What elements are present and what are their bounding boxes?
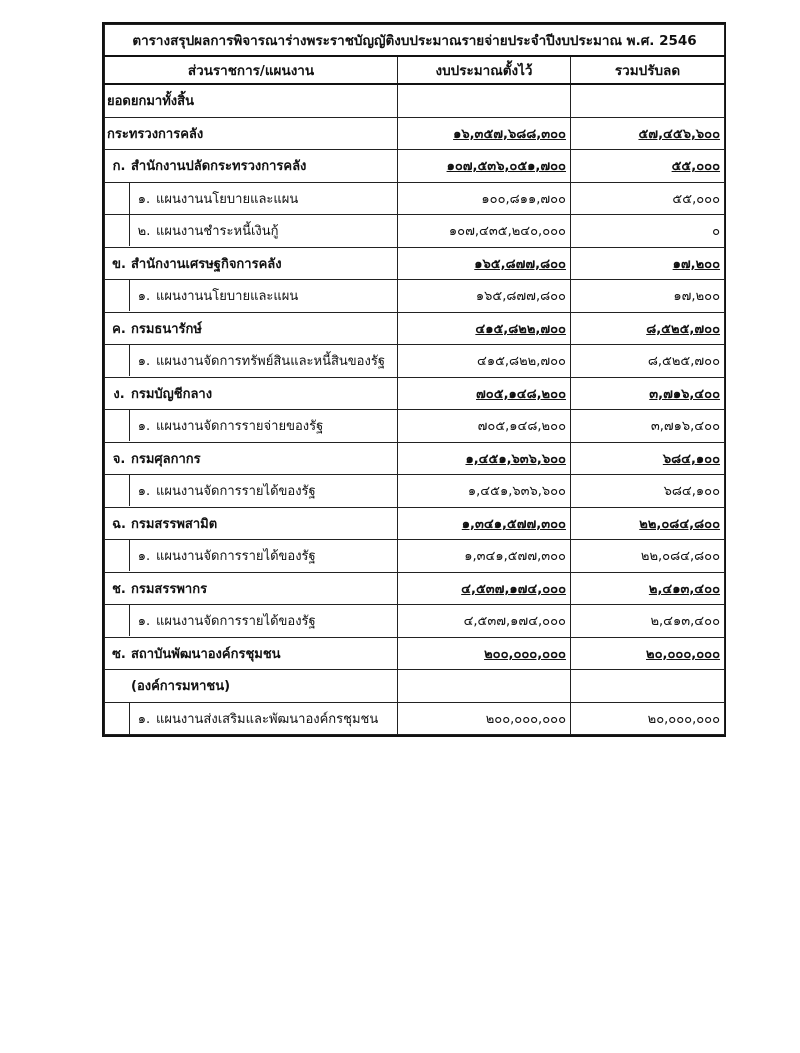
row-prefix: จ. <box>112 451 126 467</box>
table-row <box>105 605 725 638</box>
row-prefix: ข. <box>112 256 126 272</box>
row-cut-value: ๑๗,๒๐๐ <box>673 289 721 305</box>
row-budget-cell <box>398 637 571 670</box>
row-cut-value: ๘,๕๒๕,๗๐๐ <box>647 354 721 370</box>
row-cut-value: ๕๗,๔๕๖,๖๐๐ <box>638 126 721 142</box>
row-cut-cell <box>571 507 725 540</box>
row-label: แผนงานจัดการรายได้ของรัฐ <box>156 484 316 500</box>
indent-divider <box>107 345 130 376</box>
row-label-cell <box>105 507 398 540</box>
row-budget-value: ๑๖๕,๘๗๗,๘๐๐ <box>474 256 566 272</box>
row-label: กรมศุลกากร <box>131 451 201 467</box>
table-row <box>105 247 725 280</box>
table-row <box>105 280 725 313</box>
row-label: ยอดยกมาทั้งสิ้น <box>107 94 194 110</box>
row-cut-cell <box>571 410 725 443</box>
row-cut-value: ๒๐,๐๐๐,๐๐๐ <box>646 646 721 662</box>
row-cut-cell <box>571 117 725 150</box>
row-budget-value: ๔,๕๓๗,๑๗๔,๐๐๐ <box>461 581 566 597</box>
row-budget-cell <box>398 345 571 378</box>
row-budget-value: ๔,๕๓๗,๑๗๔,๐๐๐ <box>463 614 566 630</box>
row-label-cell <box>105 117 398 150</box>
row-prefix: ๑. <box>137 711 151 727</box>
row-budget-cell <box>398 377 571 410</box>
indent-divider <box>107 605 130 636</box>
row-budget-cell <box>398 117 571 150</box>
row-cut-value: ๐ <box>712 224 721 240</box>
table-row <box>105 312 725 345</box>
row-budget-cell <box>398 150 571 183</box>
header-unit: ส่วนราชการ/แผนงาน <box>105 56 398 84</box>
row-budget-cell <box>398 182 571 215</box>
row-label: กระทรวงการคลัง <box>107 126 204 142</box>
row-cut-cell <box>571 150 725 183</box>
row-label: แผนงานชำระหนี้เงินกู้ <box>156 224 279 240</box>
row-prefix: ๑. <box>137 484 151 500</box>
row-budget-cell <box>398 247 571 280</box>
row-cut-value: ๒๒,๐๘๔,๘๐๐ <box>639 516 721 532</box>
row-prefix: ฉ. <box>112 516 126 532</box>
row-budget-value: ๔๑๕,๘๒๒,๗๐๐ <box>476 354 566 370</box>
indent-divider <box>107 280 130 311</box>
row-budget-value: ๒๐๐,๐๐๐,๐๐๐ <box>484 646 566 662</box>
row-label-cell <box>105 442 398 475</box>
row-label-cell <box>105 670 398 703</box>
row-budget-cell <box>398 84 571 117</box>
row-label-cell <box>105 84 398 117</box>
row-cut-cell <box>571 702 725 735</box>
row-prefix: ๑. <box>137 289 151 305</box>
table-row <box>105 377 725 410</box>
row-cut-value: ๒๒,๐๘๔,๘๐๐ <box>640 549 721 565</box>
row-budget-value: ๗๐๕,๑๔๘,๒๐๐ <box>477 419 566 435</box>
row-label-cell <box>105 345 398 378</box>
table-row <box>105 540 725 573</box>
row-label: (องค์การมหาชน) <box>131 679 231 695</box>
row-budget-cell <box>398 702 571 735</box>
row-prefix: ๒. <box>137 224 151 240</box>
row-label: สำนักงานปลัดกระทรวงการคลัง <box>131 159 307 175</box>
indent-divider <box>107 703 130 734</box>
header-budget: งบประมาณตั้งไว้ <box>398 56 571 84</box>
table-row <box>105 84 725 117</box>
row-budget-cell <box>398 475 571 508</box>
row-cut-value: ๖๘๔,๑๐๐ <box>662 451 721 467</box>
row-label-cell <box>105 702 398 735</box>
row-label: กรมสรรพสามิต <box>131 516 218 532</box>
row-label: สถาบันพัฒนาองค์กรชุมชน <box>131 646 281 662</box>
row-prefix: ง. <box>113 386 125 402</box>
row-label-cell <box>105 280 398 313</box>
row-cut-value: ๖๘๔,๑๐๐ <box>663 484 721 500</box>
row-label-cell <box>105 150 398 183</box>
row-label-cell <box>105 215 398 248</box>
row-budget-value: ๑,๓๔๑,๕๗๗,๓๐๐ <box>461 516 566 532</box>
row-cut-value: ๓,๗๑๖,๔๐๐ <box>649 386 721 402</box>
row-cut-value: ๒๐,๐๐๐,๐๐๐ <box>647 711 721 727</box>
row-cut-cell <box>571 182 725 215</box>
table-row <box>105 117 725 150</box>
row-label: แผนงานจัดการรายจ่ายของรัฐ <box>156 419 324 435</box>
row-label-cell <box>105 312 398 345</box>
table-row <box>105 572 725 605</box>
row-budget-value: ๔๑๕,๘๒๒,๗๐๐ <box>475 321 566 337</box>
row-budget-value: ๑๐๗,๔๓๕,๒๔๐,๐๐๐ <box>448 224 566 240</box>
row-label-cell <box>105 540 398 573</box>
header-cut: รวมปรับลด <box>571 56 725 84</box>
row-budget-value: ๑,๓๔๑,๕๗๗,๓๐๐ <box>464 549 566 565</box>
row-cut-cell <box>571 312 725 345</box>
table-row <box>105 150 725 183</box>
indent-divider <box>107 183 130 214</box>
row-cut-value: ๒,๔๑๓,๔๐๐ <box>648 581 721 597</box>
row-cut-cell <box>571 475 725 508</box>
indent-divider <box>107 410 130 441</box>
row-budget-cell <box>398 540 571 573</box>
row-budget-value: ๑,๔๕๑,๖๓๖,๖๐๐ <box>467 484 566 500</box>
row-label: กรมบัญชีกลาง <box>131 386 213 402</box>
row-budget-cell <box>398 670 571 703</box>
table-row <box>105 507 725 540</box>
row-cut-value: ๑๗,๒๐๐ <box>672 256 721 272</box>
row-label-cell <box>105 572 398 605</box>
row-prefix: ๑. <box>137 419 151 435</box>
row-label: กรมสรรพากร <box>131 581 208 597</box>
row-label-cell <box>105 605 398 638</box>
row-label: แผนงานจัดการรายได้ของรัฐ <box>156 549 316 565</box>
indent-divider <box>107 540 130 571</box>
row-label: แผนงานจัดการรายได้ของรัฐ <box>156 614 316 630</box>
row-budget-cell <box>398 507 571 540</box>
row-label-cell <box>105 475 398 508</box>
row-budget-value: ๑๐๗,๕๓๖,๐๕๑,๗๐๐ <box>446 159 566 175</box>
row-budget-cell <box>398 410 571 443</box>
table-row <box>105 702 725 735</box>
row-label: แผนงานส่งเสริมและพัฒนาองค์กรชุมชน <box>156 711 379 727</box>
row-prefix: ค. <box>112 321 126 337</box>
row-budget-value: ๑,๔๕๑,๖๓๖,๖๐๐ <box>465 451 566 467</box>
row-label: แผนงานจัดการทรัพย์สินและหนี้สินของรัฐ <box>156 354 385 370</box>
table-row <box>105 475 725 508</box>
row-cut-cell <box>571 572 725 605</box>
row-prefix: ๑. <box>137 549 151 565</box>
row-prefix: ๑. <box>137 354 151 370</box>
table-row <box>105 442 725 475</box>
row-cut-cell <box>571 540 725 573</box>
row-cut-cell <box>571 670 725 703</box>
row-label-cell <box>105 377 398 410</box>
row-label: แผนงานนโยบายและแผน <box>156 191 299 207</box>
row-label-cell <box>105 182 398 215</box>
row-budget-value: ๒๐๐,๐๐๐,๐๐๐ <box>485 711 566 727</box>
row-prefix: ก. <box>112 159 126 175</box>
row-cut-cell <box>571 605 725 638</box>
row-cut-cell <box>571 345 725 378</box>
row-label-cell <box>105 247 398 280</box>
row-cut-cell <box>571 84 725 117</box>
row-budget-cell <box>398 442 571 475</box>
row-label-cell <box>105 410 398 443</box>
row-cut-cell <box>571 442 725 475</box>
row-cut-value: ๕๕,๐๐๐ <box>671 159 721 175</box>
row-cut-value: ๓,๗๑๖,๔๐๐ <box>650 419 721 435</box>
row-cut-cell <box>571 377 725 410</box>
indent-divider <box>107 215 130 246</box>
table-row <box>105 637 725 670</box>
budget-summary-table <box>102 22 726 737</box>
row-label: แผนงานนโยบายและแผน <box>156 289 299 305</box>
row-budget-cell <box>398 605 571 638</box>
row-cut-value: ๕๕,๐๐๐ <box>672 191 721 207</box>
row-budget-cell <box>398 572 571 605</box>
table-row <box>105 215 725 248</box>
row-budget-value: ๑๖๕,๘๗๗,๘๐๐ <box>475 289 566 305</box>
row-label: สำนักงานเศรษฐกิจการคลัง <box>131 256 282 272</box>
row-cut-cell <box>571 247 725 280</box>
table-row <box>105 410 725 443</box>
row-label-cell <box>105 637 398 670</box>
table-title: ตารางสรุปผลการพิจารณาร่างพระราชบัญญัติงบประมาณรายจ่ายประจำปีงบประมาณ พ.ศ. 2546 <box>105 25 725 57</box>
row-cut-cell <box>571 215 725 248</box>
table-body <box>105 84 725 735</box>
row-cut-cell <box>571 280 725 313</box>
row-prefix: ๑. <box>137 191 151 207</box>
table-row <box>105 670 725 703</box>
table-title-row <box>105 25 725 57</box>
row-prefix: ซ. <box>112 646 126 662</box>
row-cut-value: ๘,๕๒๕,๗๐๐ <box>646 321 721 337</box>
row-budget-value: ๑๐๐,๘๑๑,๗๐๐ <box>481 191 566 207</box>
row-cut-cell <box>571 637 725 670</box>
table-row <box>105 345 725 378</box>
row-budget-value: ๗๐๕,๑๔๘,๒๐๐ <box>476 386 566 402</box>
row-label: กรมธนารักษ์ <box>131 321 202 337</box>
row-budget-cell <box>398 280 571 313</box>
indent-divider <box>107 475 130 506</box>
row-budget-value: ๑๖,๓๕๗,๖๘๘,๓๐๐ <box>453 126 566 142</box>
table-header-row <box>105 56 725 84</box>
table-row <box>105 182 725 215</box>
row-prefix: ช. <box>112 581 126 597</box>
row-cut-value: ๒,๔๑๓,๔๐๐ <box>650 614 721 630</box>
row-prefix: ๑. <box>137 614 151 630</box>
row-budget-cell <box>398 215 571 248</box>
row-budget-cell <box>398 312 571 345</box>
